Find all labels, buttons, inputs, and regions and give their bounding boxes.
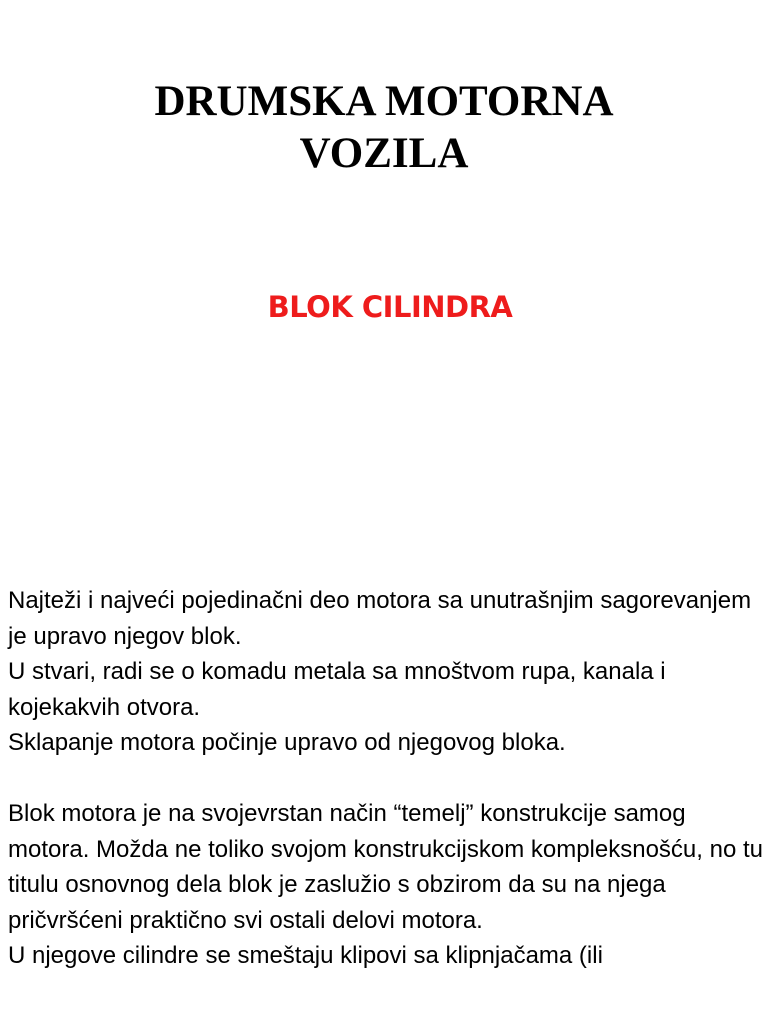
paragraph-spacer [8,761,766,797]
paragraph: Blok motora je na svojevrstan način “temelj” konstrukcije samog motora. Možda ne toliko svojom konstrukcijskom kompleksnošću, no tu titulu osnovnog dela blok je zaslužio s obzirom da su na njega pričvršćeni praktično svi ostali delovi motora. [8,800,763,934]
paragraph: U stvari, radi se o komadu metala sa mnoštvom rupa, kanala i kojekakvih otvora. [8,658,666,721]
paragraph: Sklapanje motora počinje upravo od njegovog bloka. [8,729,566,756]
body-text [8,583,766,974]
paragraph: Najteži i najveći pojedinačni deo motora sa unutrašnjim sagorevanjem je upravo njegov blok. [8,587,752,650]
section-subtitle: BLOK CILINDRA [267,290,513,324]
page-title [0,76,768,180]
title-line-1: DRUMSKA MOTORNA [154,78,614,125]
paragraph: U njegove cilindre se smeštaju klipovi sa klipnjačama (ili [8,942,603,969]
title-line-2: VOZILA [299,130,469,177]
